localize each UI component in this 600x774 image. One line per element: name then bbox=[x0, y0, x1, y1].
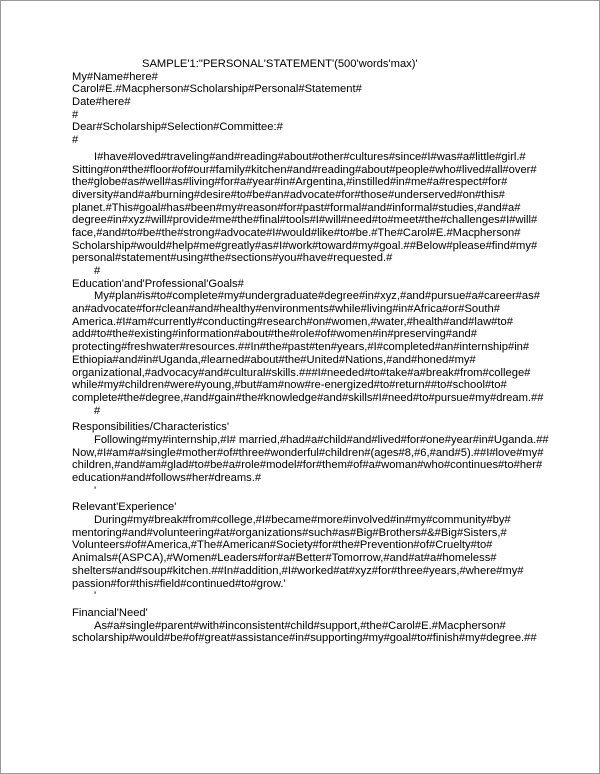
section-line: Ethiopia#and#in#Uganda,#learned#about#the#United#Nations,#and#honed#my# bbox=[72, 353, 476, 366]
section-line: mentoring#and#volunteering#at#organizations#such#as#Big#Brothers#&#Big#Sisters,# bbox=[72, 526, 507, 539]
section-line: America.#I#am#currently#conducting#research#on#women,#water,#health#and#law#to# bbox=[72, 315, 513, 328]
section-line: protecting#freshwater#resources.##In#the#past#ten#years,#I#completed#an#internship#in# bbox=[72, 341, 530, 354]
intro-line: the#globe#as#well#as#living#for#a#year#in#Argentina,#instilled#in#me#a#respect#for# bbox=[72, 176, 508, 189]
section-line: passion#for#this#field#continued#to#grow.' bbox=[72, 577, 286, 590]
section-line: Volunteers#of#America,#The#American#Society#for#the#Prevention#of#Cruelty#to# bbox=[72, 539, 493, 552]
section-line: shelters#and#soup#kitchen.##In#addition,#I#worked#at#xyz#for#three#years,#where#my# bbox=[72, 564, 524, 577]
paragraph-marker: ' bbox=[94, 590, 97, 603]
intro-line: personal#statement#using#the#sections#you#have#requested.# bbox=[72, 252, 393, 265]
section-line: complete#the#degree,#and#gain#the#knowledge#and#skills#I#need#to#pursue#my#dream.## bbox=[72, 391, 544, 404]
section-line: Now,#I#am#a#single#mother#of#three#wonderful#children#(ages#8,#6,#and#5).##I#love#my# bbox=[72, 446, 544, 459]
header-spacer: # bbox=[72, 108, 79, 121]
section-heading-financial: Financial'Need' bbox=[72, 606, 148, 619]
section-line: My#plan#is#to#complete#my#undergraduate#degree#in#xyz,#and#pursue#a#career#as# bbox=[94, 290, 540, 303]
intro-line: Scholarship#would#help#me#greatly#as#I#work#toward#my#goal.##Below#please#find#my# bbox=[72, 239, 538, 252]
section-line: organizational,#advocacy#and#cultural#skills.###I#needed#to#take#a#break#from#college# bbox=[72, 366, 531, 379]
paragraph-marker: # bbox=[94, 404, 101, 417]
intro-line: Sitting#on#the#floor#of#our#family#kitchen#and#reading#about#people#who#lived#all#over# bbox=[72, 163, 537, 176]
paragraph-marker: # bbox=[94, 265, 101, 277]
header-date: Date#here# bbox=[72, 96, 131, 109]
intro-line: degree#in#xyz#will#provide#me#the#final#tools#I#will#need#to#meet#the#challenges#I#will# bbox=[72, 214, 538, 227]
document-title: SAMPLE'1:"PERSONAL'STATEMENT'(500'words'max)' bbox=[142, 58, 418, 70]
section-line: During#my#break#from#college,#I#became#more#involved#in#my#community#by# bbox=[94, 514, 511, 527]
section-line: an#advocate#for#clean#and#healthy#environments#while#living#in#Africa#or#South# bbox=[72, 303, 500, 316]
section-heading-responsibilities: Responsibilities/Characteristics' bbox=[72, 421, 229, 434]
section-line: education#and#follows#her#dreams.# bbox=[72, 472, 262, 484]
header-subject: Carol#E.#Macpherson#Scholarship#Personal#Statement# bbox=[72, 83, 362, 96]
section-line: Following#my#internship,#I# married,#had#a#child#and#lived#for#one#year#in#Uganda.## bbox=[94, 433, 549, 446]
salutation: Dear#Scholarship#Selection#Committee:# bbox=[72, 121, 283, 134]
section-heading-experience: Relevant'Experience' bbox=[72, 501, 177, 514]
section-line: scholarship#would#be#of#great#assistance#in#supporting#my#goal#to#finish#my#degree.## bbox=[72, 632, 537, 645]
section-line: Animals#(ASPCA),#Women#Leaders#for#a#Better#Tomorrow,#and#at#a#homeless# bbox=[72, 552, 497, 565]
intro-line: planet.#This#goal#has#been#my#reason#for#past#formal#and#informal#studies,#and#a# bbox=[72, 201, 521, 214]
section-heading-education: Education'and'Professional'Goals# bbox=[72, 277, 244, 290]
section-line: while#my#children#were#young,#but#am#now#re-energized#to#return##to#school#to# bbox=[72, 379, 507, 392]
header-name: My#Name#here# bbox=[72, 70, 158, 83]
intro-line: diversity#and#a#burning#desire#to#be#an#advocate#for#those#underserved#on#this# bbox=[72, 188, 505, 201]
paragraph-marker: ' bbox=[94, 484, 97, 497]
section-line: As#a#single#parent#with#inconsistent#child#support,#the#Carol#E.#Macpherson# bbox=[94, 619, 506, 632]
section-line: children,#and#am#glad#to#be#a#role#model#for#them#of#a#woman#who#continues#to#her# bbox=[72, 459, 543, 472]
intro-line: face,#and#to#be#the#strong#advocate#I#would#like#to#be.#The#Carol#E.#Macpherson# bbox=[72, 226, 521, 239]
document-body bbox=[72, 58, 587, 645]
header-spacer: # bbox=[72, 134, 79, 147]
intro-line: I#have#loved#traveling#and#reading#about#other#cultures#since#I#was#a#little#girl.# bbox=[94, 150, 526, 163]
section-line: add#to#the#existing#information#about#the#role#of#women#in#preserving#and# bbox=[72, 328, 477, 341]
